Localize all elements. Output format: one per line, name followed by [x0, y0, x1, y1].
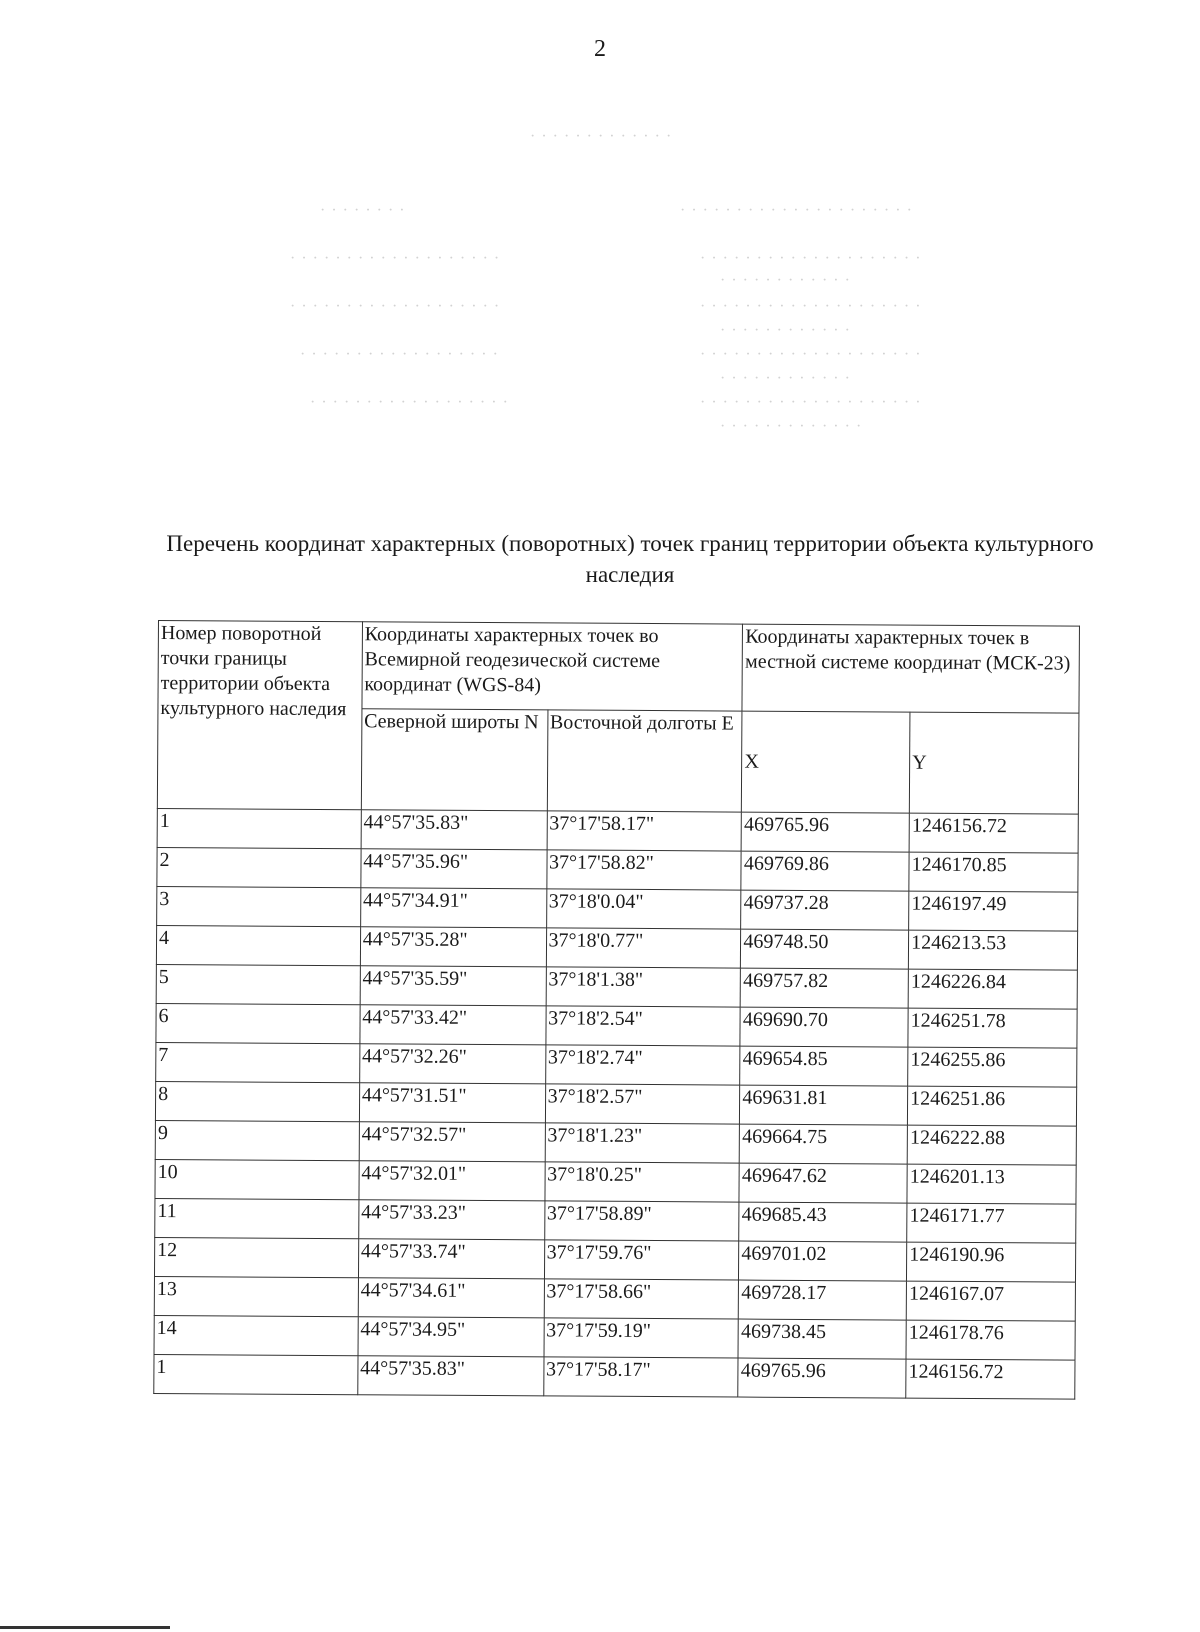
longitude-cell: 37°18'0.04": [546, 889, 741, 929]
longitude-cell: 37°17'58.17": [547, 811, 742, 851]
longitude-cell: 37°17'59.76": [544, 1240, 739, 1280]
bleed-through-line: · · · · · · · · · · · ·: [720, 370, 851, 387]
y-cell: 1246171.77: [907, 1203, 1076, 1243]
point-number-cell: 12: [154, 1237, 358, 1277]
y-cell: 1246167.07: [906, 1281, 1075, 1321]
y-cell: 1246255.86: [908, 1047, 1077, 1087]
latitude-cell: 44°57'33.42": [360, 1005, 546, 1045]
y-cell: 1246213.53: [909, 930, 1078, 970]
point-number-cell: 1: [157, 808, 361, 848]
latitude-cell: 44°57'32.57": [359, 1122, 545, 1162]
point-number-cell: 6: [156, 1003, 360, 1043]
point-number-cell: 4: [156, 925, 360, 965]
point-number-cell: 3: [157, 886, 361, 926]
x-cell: 469647.62: [739, 1163, 907, 1203]
y-cell: 1246201.13: [907, 1164, 1076, 1204]
x-cell: 469654.85: [740, 1046, 908, 1086]
x-cell: 469701.02: [739, 1241, 907, 1281]
header-longitude-e: Восточной долготы E: [547, 710, 742, 812]
header-wgs84: Координаты характерных точек во Всемирной геодезической системе координат (WGS-84): [362, 622, 743, 711]
latitude-cell: 44°57'35.83": [358, 1356, 544, 1396]
point-number-cell: 9: [155, 1120, 359, 1160]
table-row: [157, 886, 1078, 931]
latitude-cell: 44°57'34.61": [358, 1278, 544, 1318]
table-row: [156, 1042, 1077, 1087]
bottom-rule: [0, 1626, 170, 1629]
longitude-cell: 37°18'2.74": [545, 1045, 740, 1085]
table-row: [155, 1198, 1076, 1243]
longitude-cell: 37°18'2.54": [545, 1006, 740, 1046]
y-cell: 1246156.72: [906, 1359, 1075, 1399]
longitude-cell: 37°17'58.66": [544, 1279, 739, 1319]
point-number-cell: 7: [156, 1042, 360, 1082]
bleed-through-line: · · · · · · · · · · · · · · · · · ·: [310, 394, 509, 411]
bleed-through-line: · · · · · · · · · · · · ·: [530, 128, 673, 145]
x-cell: 469748.50: [741, 929, 909, 969]
table-row: [156, 925, 1077, 970]
table-row: [154, 1354, 1075, 1399]
header-y: Y: [909, 712, 1078, 814]
header-point-number: Номер поворотной точки границы территории объекта культурного наследия: [157, 621, 362, 810]
document-title: Перечень координат характерных (поворотных) точек границ территории объекта культурного наследия: [166, 531, 1094, 587]
x-cell: 469765.96: [741, 812, 909, 852]
bleed-through-line: · · · · · · · · · · · · · · · · · · · ·: [700, 250, 922, 267]
latitude-cell: 44°57'34.91": [360, 888, 546, 928]
y-cell: 1246251.86: [908, 1086, 1077, 1126]
x-cell: 469737.28: [741, 890, 909, 930]
longitude-cell: 37°18'0.25": [545, 1162, 740, 1202]
latitude-cell: 44°57'31.51": [359, 1083, 545, 1123]
latitude-cell: 44°57'35.96": [361, 849, 547, 889]
point-number-cell: 11: [155, 1198, 359, 1238]
longitude-cell: 37°18'1.23": [545, 1123, 740, 1163]
bleed-through-line: · · · · · · · · · · · · · · · · · · · ·: [700, 346, 922, 363]
point-number-cell: 2: [157, 847, 361, 887]
x-cell: 469757.82: [740, 968, 908, 1008]
latitude-cell: 44°57'33.74": [358, 1239, 544, 1279]
point-number-cell: 10: [155, 1159, 359, 1199]
table-row: [154, 1315, 1075, 1360]
point-number-cell: 13: [154, 1276, 358, 1316]
bleed-through-line: · · · · · · · · · · · · · · · · · · · ·: [700, 298, 922, 315]
bleed-through-line: · · · · · · · · · · · · · · · · · · · · ·: [680, 202, 913, 219]
longitude-cell: 37°17'59.19": [544, 1318, 739, 1358]
table-row: [157, 808, 1078, 853]
latitude-cell: 44°57'35.28": [360, 927, 546, 967]
latitude-cell: 44°57'32.01": [359, 1161, 545, 1201]
latitude-cell: 44°57'35.59": [360, 966, 546, 1006]
point-number-cell: 5: [156, 964, 360, 1004]
table-row: [154, 1276, 1075, 1321]
bleed-through-line: · · · · · · · · · · · · · · · · · · ·: [290, 250, 501, 267]
latitude-cell: 44°57'35.83": [361, 810, 547, 850]
table-row: [154, 1237, 1075, 1282]
longitude-cell: 37°17'58.82": [546, 850, 741, 890]
bleed-through-line: · · · · · · · · · · · · · · · · · ·: [300, 346, 499, 363]
bleed-through-line: · · · · · · · · · · · ·: [720, 322, 851, 339]
table-row: [155, 1081, 1076, 1126]
latitude-cell: 44°57'32.26": [359, 1044, 545, 1084]
table-row: [156, 1003, 1077, 1048]
x-cell: 469664.75: [740, 1124, 908, 1164]
x-cell: 469685.43: [739, 1202, 907, 1242]
point-number-cell: 14: [154, 1315, 358, 1355]
y-cell: 1246178.76: [906, 1320, 1075, 1360]
x-cell: 469728.17: [739, 1280, 907, 1320]
x-cell: 469631.81: [740, 1085, 908, 1125]
table-row: [156, 964, 1077, 1009]
y-cell: 1246197.49: [909, 891, 1078, 931]
table-row: [155, 1159, 1076, 1204]
latitude-cell: 44°57'34.95": [358, 1317, 544, 1357]
y-cell: 1246251.78: [908, 1008, 1077, 1048]
latitude-cell: 44°57'33.23": [358, 1200, 544, 1240]
header-x: X: [742, 711, 910, 813]
table-row: [155, 1120, 1076, 1165]
bleed-through-line: · · · · · · · · · · · · · · · · · · ·: [290, 298, 501, 315]
header-msk23: Координаты характерных точек в местной системе координат (МСК-23): [742, 624, 1079, 713]
page-number: 2: [594, 36, 606, 62]
y-cell: 1246190.96: [907, 1242, 1076, 1282]
longitude-cell: 37°18'0.77": [546, 928, 741, 968]
longitude-cell: 37°17'58.89": [544, 1201, 739, 1241]
x-cell: 469690.70: [740, 1007, 908, 1047]
bleed-through-line: · · · · · · · · · · · · ·: [720, 418, 863, 435]
coordinates-table: [153, 620, 1080, 1400]
longitude-cell: 37°17'58.17": [543, 1357, 738, 1397]
header-latitude-n: Северной широты N: [361, 709, 547, 811]
y-cell: 1246222.88: [907, 1125, 1076, 1165]
longitude-cell: 37°18'2.57": [545, 1084, 740, 1124]
bleed-through-line: · · · · · · · · · · · · · · · · · · · ·: [700, 394, 922, 411]
y-cell: 1246226.84: [908, 969, 1077, 1009]
table-row: [157, 847, 1078, 892]
x-cell: 469765.96: [738, 1358, 906, 1398]
point-number-cell: 8: [155, 1081, 359, 1121]
point-number-cell: 1: [154, 1354, 358, 1394]
bleed-through-line: · · · · · · · · · · · ·: [720, 272, 851, 289]
y-cell: 1246156.72: [909, 813, 1078, 853]
longitude-cell: 37°18'1.38": [546, 967, 741, 1007]
x-cell: 469769.86: [741, 851, 909, 891]
x-cell: 469738.45: [738, 1319, 906, 1359]
bleed-through-line: · · · · · · · ·: [320, 202, 406, 219]
y-cell: 1246170.85: [909, 852, 1078, 892]
